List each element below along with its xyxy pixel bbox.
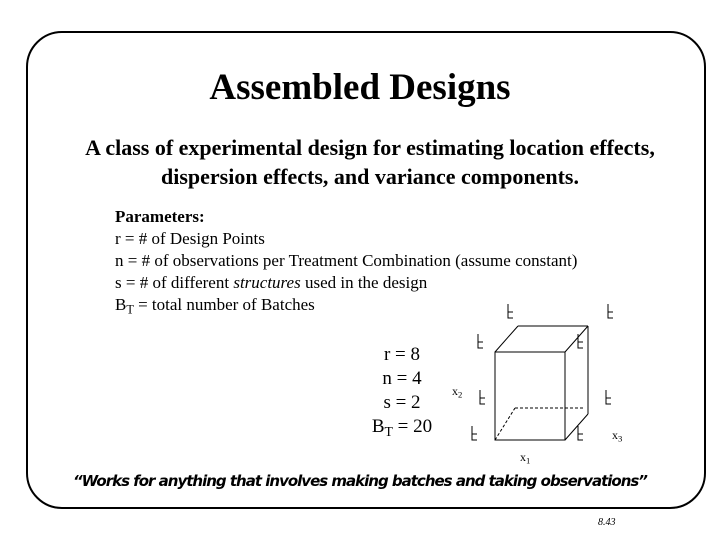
param-r: r = # of Design Points <box>115 229 265 248</box>
batch-marker <box>478 334 483 348</box>
value-bt-sub: T <box>384 424 393 440</box>
axis-label-x3-base: x <box>612 428 618 442</box>
axis-label-x2-base: x <box>452 384 458 398</box>
page-number: 8.43 <box>598 517 616 528</box>
param-bt-sub: T <box>126 302 134 317</box>
axis-label-x1 <box>520 450 530 465</box>
param-bt-base: B <box>115 295 127 314</box>
slide-subtitle <box>40 133 700 191</box>
param-s-suffix: used in the design <box>300 273 428 292</box>
parameters-heading: Parameters: <box>115 207 205 226</box>
param-bt-text: = total number of Batches <box>133 295 315 314</box>
batch-marker <box>608 304 613 318</box>
cube-edge-bottom-right <box>565 414 588 440</box>
param-n: n = # of observations per Treatment Combination (assume constant) <box>115 251 578 270</box>
param-s-prefix: s = # of different <box>115 273 234 292</box>
axis-label-x1-sub: 1 <box>526 455 531 466</box>
slide-quote: “Works for anything that involves making batches and taking observations” <box>73 472 647 490</box>
axis-label-x2-sub: 2 <box>458 389 463 400</box>
cube-front-face <box>495 352 565 440</box>
batch-marker <box>472 426 477 440</box>
example-values <box>362 343 442 439</box>
subtitle-line-2: dispersion effects, and variance components. <box>161 164 579 189</box>
axis-label-x1-base: x <box>520 450 526 464</box>
cube-diagram-svg <box>440 290 640 470</box>
value-bt-base: B <box>371 416 385 437</box>
value-n: n = 4 <box>382 368 422 389</box>
axis-label-x3-sub: 3 <box>618 433 623 444</box>
batch-markers <box>472 304 613 440</box>
batch-marker <box>480 390 485 404</box>
axis-label-x2 <box>452 384 462 399</box>
axis-label-x3 <box>612 428 622 443</box>
param-s-emphasis: structures <box>233 273 301 292</box>
cube-edge-top-right <box>565 326 588 352</box>
subtitle-line-1: A class of experimental design for estimating location effects, <box>85 135 655 160</box>
batch-marker <box>578 426 583 440</box>
batch-marker <box>606 390 611 404</box>
value-bt-value: = 20 <box>392 416 433 437</box>
slide-title: Assembled Designs <box>209 67 511 108</box>
cube-edge-back-diag <box>495 408 515 440</box>
batch-marker <box>508 304 513 318</box>
value-bt <box>362 415 442 439</box>
cube-edge-top-left <box>495 326 518 352</box>
cube-diagram <box>440 290 640 470</box>
value-s: s = 2 <box>383 392 421 413</box>
value-r: r = 8 <box>383 344 421 365</box>
